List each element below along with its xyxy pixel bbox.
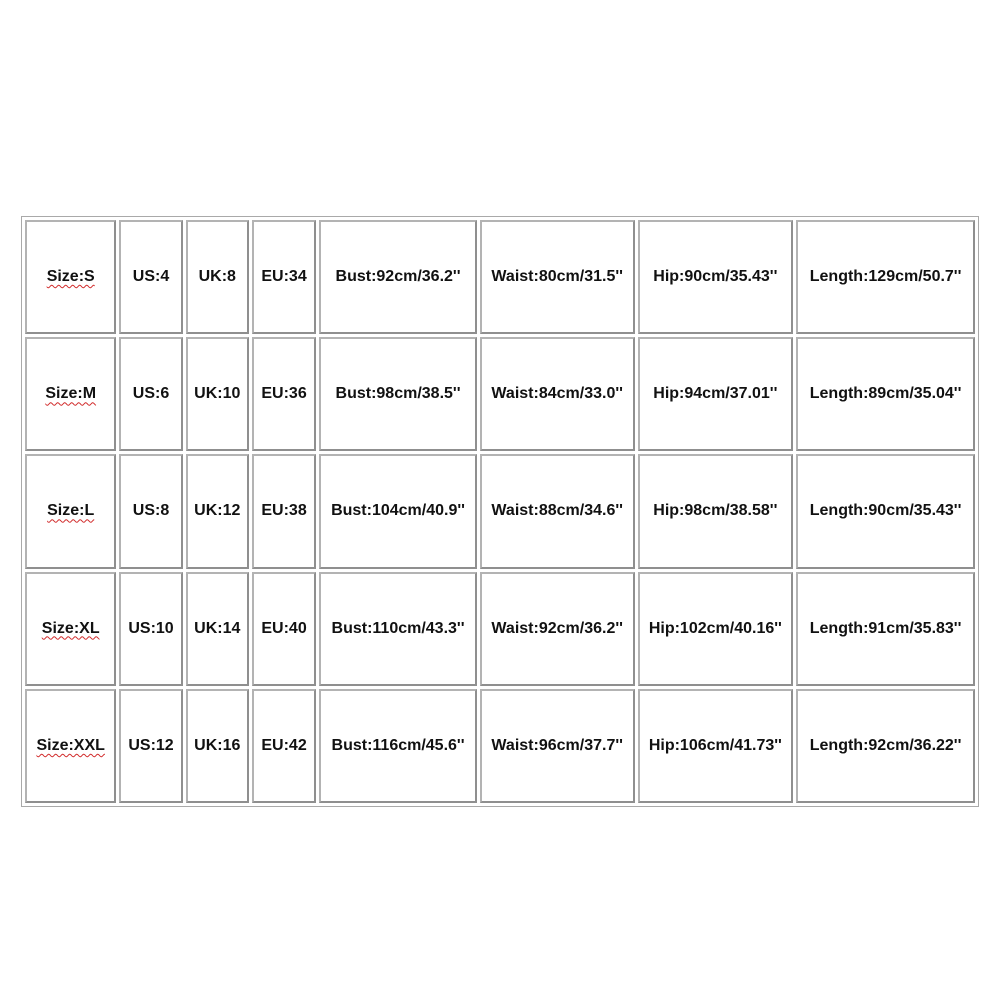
uk-size-cell: UK:16: [186, 689, 249, 803]
waist-cell: Waist:88cm/34.6'': [480, 454, 635, 568]
bust-cell: Bust:116cm/45.6'': [319, 689, 477, 803]
size-cell: Size:M: [25, 337, 116, 451]
length-cell: Length:89cm/35.04'': [796, 337, 975, 451]
hip-cell: Hip:90cm/35.43'': [638, 220, 794, 334]
hip-cell: Hip:98cm/38.58'': [638, 454, 794, 568]
waist-cell: Waist:92cm/36.2'': [480, 572, 635, 686]
eu-size-cell: EU:40: [252, 572, 316, 686]
table-row: [25, 689, 975, 803]
bust-cell: Bust:98cm/38.5'': [319, 337, 477, 451]
table-row: [25, 337, 975, 451]
hip-cell: Hip:106cm/41.73'': [638, 689, 794, 803]
uk-size-cell: UK:14: [186, 572, 249, 686]
length-cell: Length:129cm/50.7'': [796, 220, 975, 334]
table-row: [25, 220, 975, 334]
size-chart-table: [21, 216, 979, 807]
eu-size-cell: EU:36: [252, 337, 316, 451]
eu-size-cell: EU:42: [252, 689, 316, 803]
size-cell: Size:L: [25, 454, 116, 568]
length-cell: Length:92cm/36.22'': [796, 689, 975, 803]
hip-cell: Hip:102cm/40.16'': [638, 572, 794, 686]
us-size-cell: US:6: [119, 337, 182, 451]
bust-cell: Bust:110cm/43.3'': [319, 572, 477, 686]
hip-cell: Hip:94cm/37.01'': [638, 337, 794, 451]
waist-cell: Waist:96cm/37.7'': [480, 689, 635, 803]
eu-size-cell: EU:34: [252, 220, 316, 334]
waist-cell: Waist:84cm/33.0'': [480, 337, 635, 451]
waist-cell: Waist:80cm/31.5'': [480, 220, 635, 334]
eu-size-cell: EU:38: [252, 454, 316, 568]
uk-size-cell: UK:10: [186, 337, 249, 451]
bust-cell: Bust:92cm/36.2'': [319, 220, 477, 334]
uk-size-cell: UK:12: [186, 454, 249, 568]
length-cell: Length:91cm/35.83'': [796, 572, 975, 686]
uk-size-cell: UK:8: [186, 220, 249, 334]
size-cell: Size:XL: [25, 572, 116, 686]
us-size-cell: US:12: [119, 689, 182, 803]
length-cell: Length:90cm/35.43'': [796, 454, 975, 568]
size-cell: Size:S: [25, 220, 116, 334]
bust-cell: Bust:104cm/40.9'': [319, 454, 477, 568]
us-size-cell: US:8: [119, 454, 182, 568]
size-cell: Size:XXL: [25, 689, 116, 803]
table-row: [25, 454, 975, 568]
us-size-cell: US:4: [119, 220, 182, 334]
us-size-cell: US:10: [119, 572, 182, 686]
table-row: [25, 572, 975, 686]
